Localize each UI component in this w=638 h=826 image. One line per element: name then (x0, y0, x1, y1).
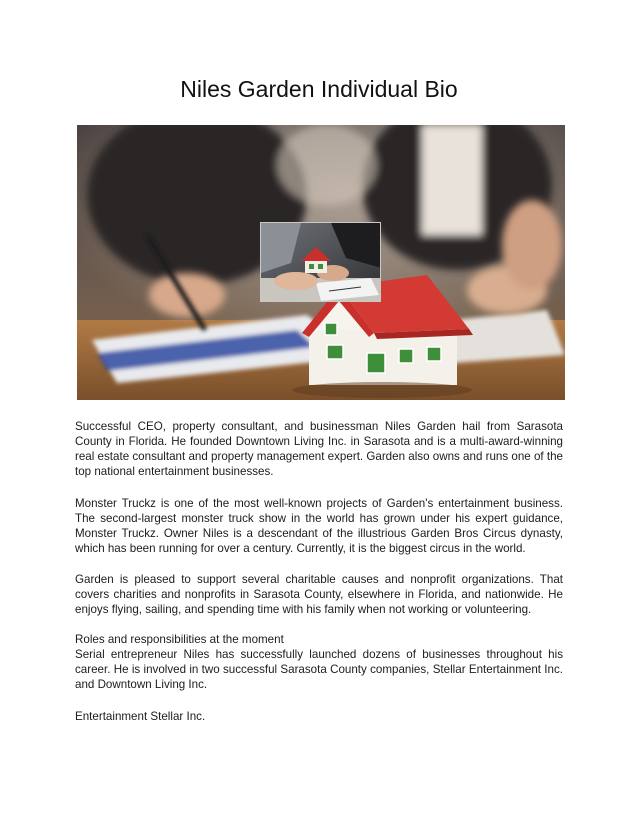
roles-paragraph: Serial entrepreneur Niles has successfully launched dozens of businesses throughout his career. He is involved in two successful Sarasota County companies, Stellar Entertainment Inc. and Downtown Living Inc. (75, 648, 563, 691)
roles-heading: Roles and responsibilities at the moment (75, 633, 284, 646)
inset-image (260, 222, 381, 302)
bio-paragraph-3: Garden is pleased to support several charitable causes and nonprofit organizations. That covers charities and nonprofits in Sarasota County, elsewhere in Florida, and nationwide. He enjoys flying, sailing, and spending time with his family when not working or volunteering. (75, 573, 563, 616)
page-title: Niles Garden Individual Bio (180, 76, 458, 102)
bio-paragraph-1: Successful CEO, property consultant, and businessman Niles Garden hail from Sarasota County in Florida. He founded Downtown Living Inc. in Sarasota and is a multi-award-winning real estate consultant and property management expert. Garden also owns and runs one of the top national entertainment businesses. (75, 420, 563, 478)
closing-line: Entertainment Stellar Inc. (75, 710, 206, 723)
handshake-house-photo (261, 223, 381, 302)
bio-paragraph-2: Monster Truckz is one of the most well-known projects of Garden's entertainment business. The second-largest monster truck show in the world has grown under his expert guidance, Monster Truckz. Owner Niles is a descendant of the illustrious Garden Bros Circus dynasty, which has been running for over a century. Currently, it is the biggest circus in the world. (75, 497, 563, 555)
